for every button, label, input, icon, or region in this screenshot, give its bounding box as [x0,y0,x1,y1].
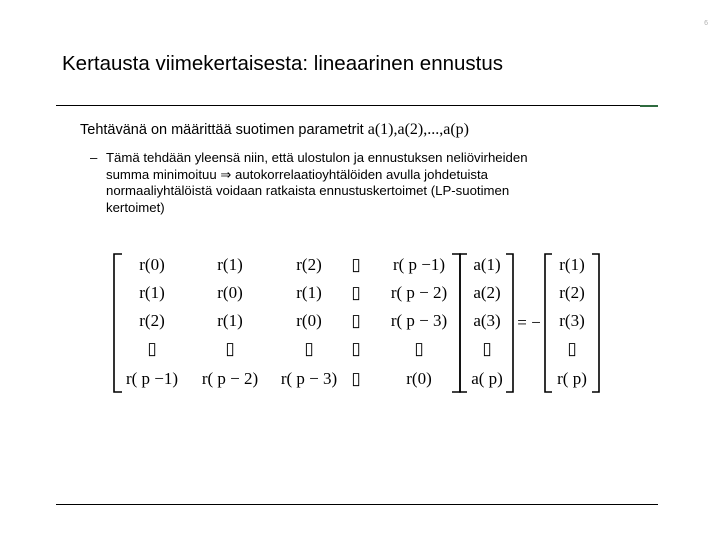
matrix-r-cell: r(1) [296,283,322,302]
matrix-r-cell: ▯ [147,339,157,358]
matrix-r-cell: r( p − 3) [390,311,448,330]
vector-a-right-bracket [506,254,513,392]
matrix-r-cell: ▯ [304,339,314,358]
vector-r-cell: r(2) [559,283,585,302]
sub-bullet-line: normaaliyhtälöistä voidaan ratkaista ennustuskertoimet (LP-suotimen [106,183,510,198]
footer-divider [56,504,658,505]
sub-bullet-line: kertoimet) [106,199,165,215]
sub-bullet-dash: – [90,150,98,165]
matrix-r-cell: r( p − 2) [390,283,448,302]
matrix-r-cell: r( p − 3) [280,369,338,388]
sub-bullet-line: summa minimoituu ⇒ autokorrelaatioyhtälöiden avulla johdetuista [106,166,488,182]
matrix-r-cell: ▯ [351,339,361,358]
main-bullet-math: a(1),a(2),...,a(p) [367,121,470,138]
vector-a-cell: a(3) [473,311,501,330]
matrix-r-right-bracket [452,254,460,392]
page-title: Kertausta viimekertaisesta: lineaarinen ennustus [62,52,503,75]
matrix-r-cell: r( p −1) [392,255,446,274]
vector-a-cell: ▯ [482,339,492,358]
matrix-r-cell: r(0) [406,369,432,388]
matrix-r-cell: r(1) [217,255,243,274]
matrix-r-cell: r(2) [296,255,322,274]
matrix-r-cell: r(0) [217,283,243,302]
page-number: 6 [704,20,708,27]
matrix-r-cell: ▯ [351,369,361,388]
sub-bullet-line: Tämä tehdään yleensä niin, että ulostulon ja ennustuksen neliövirheiden [106,150,528,165]
matrix-r-cell: ▯ [351,255,361,274]
vector-a-cell: a(1) [473,255,501,274]
matrix-r-cell: ▯ [351,283,361,302]
matrix-r-cell: ▯ [414,339,424,358]
vector-a-left-bracket [460,254,467,392]
matrix-r-cell: ▯ [225,339,235,358]
matrix-r-cell: r( p − 2) [201,369,259,388]
vector-r-right-bracket [592,254,599,392]
matrix-r-cell: r(0) [296,311,322,330]
matrix-r-cell: ▯ [351,311,361,330]
equals-minus-sign: = − [517,313,541,332]
matrix-r-cell: r( p −1) [125,369,179,388]
vector-a-cell: a(2) [473,283,501,302]
vector-r-left-bracket [545,254,552,392]
matrix-r-cell: r(1) [217,311,243,330]
vector-r-cell: r( p) [557,369,587,388]
matrix-r-cell: r(1) [139,283,165,302]
matrix-r-cell: r(0) [139,255,165,274]
main-bullet-text: Tehtävänä on määrittää suotimen parametrit [80,122,368,138]
matrix-r-left-bracket [114,254,122,392]
vector-r-cell: r(1) [559,255,585,274]
vector-a-cell: a( p) [471,369,503,388]
vector-r-cell: ▯ [567,339,577,358]
vector-r-cell: r(3) [559,311,585,330]
matrix-r-cell: r(2) [139,311,165,330]
